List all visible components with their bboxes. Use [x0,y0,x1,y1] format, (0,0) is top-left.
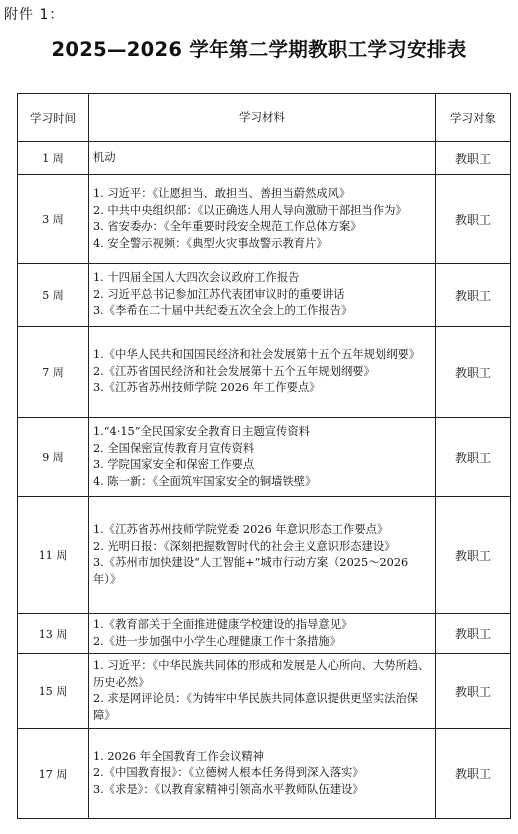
material-item: 4. 安全警示视频：《典型火灾事故警示教育片》 [93,236,328,250]
table-row [18,614,511,654]
material-item: 3.《求是》：《以教育家精神引领高水平教师队伍建设》 [93,782,364,796]
material-item: 2. 中共中央组织部：《以正确选人用人导向激励干部担当作为》 [93,203,407,217]
week-cell: 1 周 [18,142,89,175]
material-item: 3.《苏州市加快建设“人工智能+”城市行动方案（2025～2026 年）》 [93,556,409,586]
week-cell: 3 周 [18,175,89,264]
table-row [18,175,511,264]
table-row [18,418,511,497]
week-cell: 9 周 [18,418,89,497]
material-item: 3. 学院国家安全和保密工作要点 [93,458,255,471]
materials-cell [89,264,436,327]
week-cell: 15 周 [18,654,89,729]
document-title: 2025—2026 学年第二学期教职工学习安排表 [51,38,467,61]
table-body [18,142,511,819]
material-item: 2.《江苏省国民经济和社会发展第十五个五年规划纲要》 [93,364,375,378]
material-item: 3.《李希在二十届中共纪委五次全会上的工作报告》 [93,304,353,318]
table-row [18,729,511,819]
material-item: 3.《江苏省苏州技师学院 2026 年工作要点》 [93,381,321,395]
materials-cell [89,654,436,729]
material-item: 1. 十四届全国人大四次会议政府工作报告 [93,271,300,285]
column-header-time: 学习时间 [18,94,89,142]
material-item: 2. 光明日报：《深刻把握数智时代的社会主义意识形态建设》 [93,539,396,553]
materials-cell [89,175,436,264]
column-header-audience: 学习对象 [436,94,511,142]
audience-cell: 教职工 [436,418,511,497]
audience-cell: 教职工 [436,497,511,614]
material-item: 1. 习近平：《让愿担当、敢担当、善担当蔚然成风》 [93,187,351,200]
audience-cell: 教职工 [436,142,511,175]
material-item: 机动 [93,150,116,164]
table-row [18,142,511,175]
material-item: 1.《教育部关于全面推进健康学校建设的指导意见》 [93,618,353,631]
materials-cell [89,497,436,614]
materials-cell [89,729,436,819]
material-item: 1. 习近平：《中华民族共同体的形成和发展是人心所向、大势所趋、历史必然》 [93,659,430,689]
audience-cell: 教职工 [436,175,511,264]
schedule-table [17,93,511,819]
material-item: 3. 省安委办：《全年重要时段安全规范工作总体方案》 [93,220,362,233]
table-row [18,497,511,614]
audience-cell: 教职工 [436,654,511,729]
audience-cell: 教职工 [436,614,511,654]
audience-cell: 教职工 [436,729,511,819]
week-cell: 13 周 [18,614,89,654]
material-item: 4. 陈一新：《全面筑牢国家安全的铜墙铁壁》 [93,474,317,488]
material-item: 1.《中华人民共和国国民经济和社会发展第十五个五年规划纲要》 [93,348,421,362]
column-header-materials: 学习材料 [89,94,436,142]
week-cell: 7 周 [18,327,89,418]
week-cell: 11 周 [18,497,89,614]
material-item: 2. 求是网评论员：《为铸牢中华民族共同体意识提供更坚实法治保障》 [93,692,419,722]
audience-cell: 教职工 [436,264,511,327]
table-row [18,654,511,729]
table-header-row [18,94,511,142]
material-item: 2.《进一步加强中小学生心理健康工作十条措施》 [93,634,342,648]
material-item: 2. 全国保密宣传教育月宣传资料 [93,441,255,455]
week-cell: 17 周 [18,729,89,819]
audience-cell: 教职工 [436,327,511,418]
material-item: 2. 习近平总书记参加江苏代表团审议时的重要讲话 [93,287,345,301]
materials-cell [89,327,436,418]
table-row [18,327,511,418]
materials-cell [89,418,436,497]
material-item: 1.“4·15”全民国家安全教育日主题宣传资料 [93,425,310,438]
table-row [18,264,511,327]
materials-cell [89,142,436,175]
material-item: 1. 2026 年全国教育工作会议精神 [93,749,264,763]
materials-cell [89,614,436,654]
attachment-label: 附件 1： [4,7,65,23]
material-item: 2.《中国教育报》：《立德树人根本任务得到深入落实》 [93,766,364,780]
material-item: 1.《江苏省苏州技师学院党委 2026 年意识形态工作要点》 [93,523,389,536]
week-cell: 5 周 [18,264,89,327]
